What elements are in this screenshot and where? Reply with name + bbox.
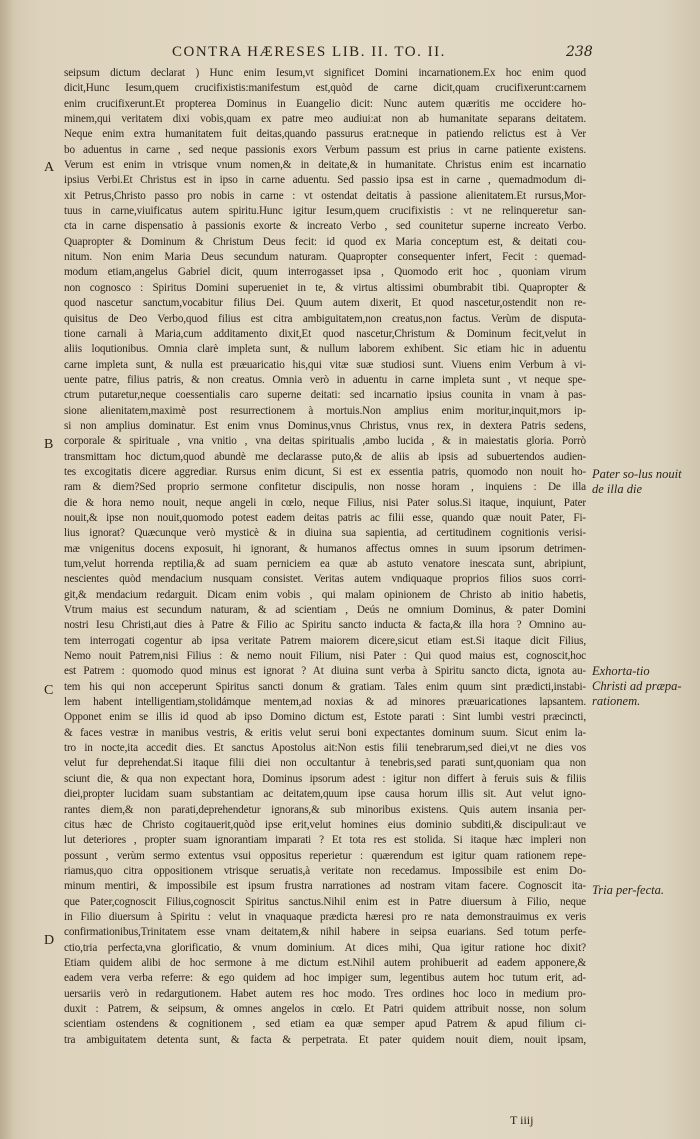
text-line: diei,propter lucidam suam substantiam ac deitatem,quum ipse causa horum illis sit. Aut velut igno- bbox=[64, 788, 586, 801]
text-line: non cognosco : Spiritus Domini superueniet in te, & virtus altissimi obumbrabit tibi. Quapropter & bbox=[64, 281, 586, 294]
text-line: git,& mendacium redarguit. Dicam enim vobis , qui malam opinionem de Christo ab initio habetis, bbox=[64, 588, 586, 601]
text-line: Vtrum maius est secundum naturam, & ad scientiam , Deús ne omnium Dominus, & pater Domini bbox=[64, 604, 586, 617]
text-line: sione alienitatem,maximè post resurrectionem à mortuis.Non amplius enim moritur,inquit,mors ip- bbox=[64, 404, 586, 417]
text-line: transmittam hoc dictum,quod abundè me declarasse puto,& de aliis ab ipsis ad subuertendos audien- bbox=[64, 450, 586, 463]
text-line: Verum est enim in vtrisque vnum nomen,& in deitate,& in humanitate. Christus enim est incarnatio bbox=[64, 159, 586, 172]
text-line: tum,velut horrenda reptilia,& ad suam perniciem ea quæ ab astuto venatore inescata sunt, abripiunt, bbox=[64, 558, 586, 570]
text-line: tione carnali à Maria,cum additamento dixit,Et quod nascetur,Christum & Dominum fecit,velut in bbox=[64, 327, 586, 340]
text-line: uersariis verò in redargutionem. Habet autem res hoc modo. Tres ordines hoc loco in medium pro- bbox=[64, 987, 586, 1000]
text-line: xit Petrus,Christo passo pro nobis in carne : vt ostendat deitatis à passione alienitatem.Et rursus,Mor- bbox=[64, 189, 586, 202]
text-line: in Filio diuersum à Spiritu : velut in vnaquaque prædicta hæresi pro re nata demonstrauimus ex veris bbox=[64, 910, 586, 923]
text-line: Neque enim extra humanitatem fuit deitas,quando passurus erat:neque in patiendo relictus est à Ver bbox=[64, 128, 586, 141]
side-note-exhortatio: Exhorta-tio Christi ad præpa-rationem. bbox=[592, 664, 682, 708]
text-line: Nemo nouit Patrem,nisi Filius : & nemo nouit Filium, nisi Pater : Qui quod maius est, cognoscit,hoc bbox=[64, 650, 586, 663]
text-line: citus hæc de Christo cogitauerit,quòd ipse erit,velut homines eius dominio subditi,& discipuli:aut ve bbox=[64, 818, 586, 831]
margin-letter-a: A bbox=[44, 160, 55, 175]
text-line: Opponet enim se illis id quod ab ipso Domino dictum est, Estote parati : Sint lumbi vestri præcincti, bbox=[64, 711, 586, 724]
margin-letter-b: B bbox=[44, 437, 54, 452]
text-line: si non amplius dominatur. Est enim vnus Dominus,vnus Christus, vnus rex, in dextera Patris sedens, bbox=[64, 419, 586, 432]
text-line: ctio,tria perfecta,vna glorificatio, & vnum dominium. At dices mihi, Qua igitur ratione hoc dixit? bbox=[64, 941, 586, 954]
text-line: ram & diem?Sed proprio sermone confitetur discipulis, non nosse horam , inquiens : De illa bbox=[64, 481, 586, 494]
text-line: & faces vestræ in manibus vestris, & eritis velut serui boni expectantes dominum suum. Sicut enim la- bbox=[64, 726, 586, 739]
text-line: possunt , verùm sermo extentus vsui oppositus reperietur : quærendum est igitur quam rationem repe- bbox=[64, 849, 586, 862]
text-line: sciunt die, & qua non expectant hora, Dominus ipsorum adest : igitur non differt à feruis suis & filiis bbox=[64, 772, 586, 785]
text-line: lut deteriores , propter suam ignorantiam imparati ? Et tota res est stolida. Si itaque hæc impleri non bbox=[64, 834, 586, 847]
running-head: CONTRA HÆRESES LIB. II. TO. II. bbox=[172, 44, 446, 60]
text-line: mæ vnigenitus docens exposuit, hi ignorant, & humanos affectus omnes in suum ipsorum detrimen- bbox=[64, 542, 586, 555]
text-line: velut fur deprehendat.Si itaque filii diei non occultantur à tenebris,sed parati sunt,quoniam qua non bbox=[64, 757, 586, 770]
text-line: ctrum putaretur,neque coessentialis caro superne deitati: sed incarnatio ipsius counita in vnam à pas- bbox=[64, 389, 586, 402]
margin-letter-c: C bbox=[44, 683, 54, 698]
text-line: tem interrogati cogentur ab ipsa veritate Patrem maiorem dicere,sicut etiam est.Si itaque dicit Filius, bbox=[64, 634, 586, 647]
text-line: nescientes quòd mendacium nusquam consistet. Veritas autem vndiquaque proprios filios suos corri- bbox=[64, 573, 586, 586]
side-note-pater-solus: Pater so-lus nouit de illa die bbox=[592, 467, 682, 496]
text-line: nostri Iesu Christi,aut dies à Patre & Filio ac Spiritu sancto inducta & facta,& illa hora ? Omnino au- bbox=[64, 619, 586, 632]
text-line: nitum. Non enim Maria Deus secundum naturam. Quapropter consequenter infert, Fecit : quemad- bbox=[64, 251, 586, 264]
text-line: uente patre, filius patris, & non creatus. Omnia verò in aduentu in carne impleta sunt , vt neque spe- bbox=[64, 373, 586, 386]
text-line: die & hora nemo nouit, neque angeli in cœlo, neque Filius, nisi Pater solus.Si itaque, inquiunt, Pater bbox=[64, 496, 586, 509]
text-line: quod nascetur sanctum,vocabitur filius Dei. Quum autem dixerit, Et quod nascetur,ostendit non re- bbox=[64, 297, 586, 310]
text-line: ipsius Verbi.Et Christus est in ipso in carne aduentu. Sed passio ipsa est in carne , quemadmodum di- bbox=[64, 174, 586, 187]
text-line: quisitus de Deo Verbo,quod filius est citra ambiguitatem,non creatus,non factus. Verùm de disputa- bbox=[64, 312, 586, 325]
text-line: que Pater,cognoscit Filius,cognoscit Spiritus sanctus.Nihil enim est in Patre diuersum à Filio, neque bbox=[64, 895, 586, 908]
text-line: tuus in carne,viuificatus autem spiritu.Hunc igitur Iesum,quem crucifixistis : vt ne relinqueretur san- bbox=[64, 205, 586, 218]
text-line: corporale & spirituale , vna vnitio , vna deitas spiritualis ,ambo lucida , & in maiestatis gloria. Porrò bbox=[64, 435, 586, 448]
text-line: cta in carne dispensatio à passionis exorte & increato Verbo , sed counitetur superne increato Verbo. bbox=[64, 220, 586, 233]
margin-letter-d: D bbox=[44, 933, 55, 948]
text-line: enim crucifixerunt.Et propterea Dominus in Euangelio dicit: Nunc autem quæritis me occidere ho- bbox=[64, 97, 586, 110]
text-line: Quapropter & Dominum & Christum Deus fecit: id quod ex Maria conceptum est, & deitati cou- bbox=[64, 235, 586, 248]
text-line: tem his qui non acceperunt Spiritus sancti donum & gratiam. Tales enim quum sint prædicti,instabi- bbox=[64, 680, 586, 693]
gutter-shadow bbox=[0, 0, 14, 1139]
text-line: nouit,& ipse non nouit,quomodo potest eadem deitas patris ac filii esse, quando quæ nouit Pater, Fi- bbox=[64, 511, 586, 524]
text-line: eadem vera verba referre: & ego quidem ad hoc impiger sum, legentibus autem hoc tutum erit, ad- bbox=[64, 972, 586, 985]
text-line: carne impleta sunt, & nulla est præuaricatio his,qui vitæ suæ studiosi sunt. Viuens enim Verbum à vi- bbox=[64, 358, 586, 371]
text-line: tro in nocte,ita accedit dies. Et sanctus Apostolus ait:Non estis filii tenebrarum,sed diei,vt ne dies vos bbox=[64, 742, 586, 755]
text-line: duxit : Patrem, & seipsum, & omnes angelos in cœlo. Et Patri quidem attribuit nosse, non solum bbox=[64, 1002, 586, 1015]
text-line: tra ambiguitatem detenta sunt, & facta & perpetrata. Et pater quidem nouit diem, nouit ipsam, bbox=[64, 1033, 586, 1046]
text-line: modum etiam,angelus Gabriel dicit, quum interrogasset ipsa , Quomodo erit hoc , quoniam virum bbox=[64, 266, 586, 279]
text-line: confirmationibus,Trinitatem esse vnam deitatem,& nihil habere in seipsa euarians. Sed totum perfe- bbox=[64, 926, 586, 939]
text-line: riamus,quo citra oppositionem vtrisque seruatis,à veritate non recedamus. Impossibile est enim Do- bbox=[64, 864, 586, 877]
text-line: Etiam quidem alibi de hoc sermone à me dictum est.Nihil autem prohibuerit ad eadem apponere,& bbox=[64, 956, 586, 969]
side-note-tria-perfecta: Tria per-fecta. bbox=[592, 883, 664, 897]
text-line: lius ignorat? Quæcunque verò mysticè & in diuina sua sapientia, ad certitudinem cognitionis verisi- bbox=[64, 527, 586, 540]
main-text-block bbox=[64, 66, 586, 1048]
text-line: lem habent intelligentiam,stolidámque mentem,ad noxias & ad minores præuaricationes lapsantem. bbox=[64, 696, 586, 709]
text-line: dicit,Hunc Iesum,quem crucifixistis:manifestum est,quòd de carne dicit,quam crucifixerunt:carnem bbox=[64, 82, 586, 95]
text-line: bo aduentus in carne , sed neque passionis exors Verbum passum est prius in carne patiente existens. bbox=[64, 143, 586, 156]
page-header bbox=[0, 44, 700, 66]
signature-mark: T iiij bbox=[510, 1113, 534, 1127]
text-line: scientiam ostendens & cognitionem , sed etiam ea quæ semper apud Patrem & apud filium ci- bbox=[64, 1018, 586, 1031]
text-line: aliis loqutionibus. Omnia clarè impleta sunt, & nullum laborem exhibent. Sic etiam hic in aduentu bbox=[64, 343, 586, 356]
text-line: est Patrem : quomodo quod minus est ignorat ? At diuina sunt verba à Spiritu sancto dicta, ignota au- bbox=[64, 665, 586, 678]
text-line: minem,qui veritatem dixi vobis,quam ex patre meo audiui:at non ab humanitate separans deitatem. bbox=[64, 113, 586, 126]
text-line: seipsum dictum declarat ) Hunc enim Iesum,vt significet Domini incarnationem.Ex hoc enim quod bbox=[64, 67, 586, 79]
text-line: rantes diem,& non parati,deprehendetur ignorans,& sub minoribus existens. Quis autem insania per- bbox=[64, 803, 586, 816]
text-line: minum mentiri, & impossibile est ipsum frustra narrationes ad nostram vitam facere. Cognoscit ita- bbox=[64, 880, 586, 893]
page-number: 238 bbox=[566, 44, 593, 60]
text-line: tes excogitatis dicere aggrediar. Rursus enim dicunt, Si est ex essentia patris, quomodo non nouit ho- bbox=[64, 465, 586, 478]
